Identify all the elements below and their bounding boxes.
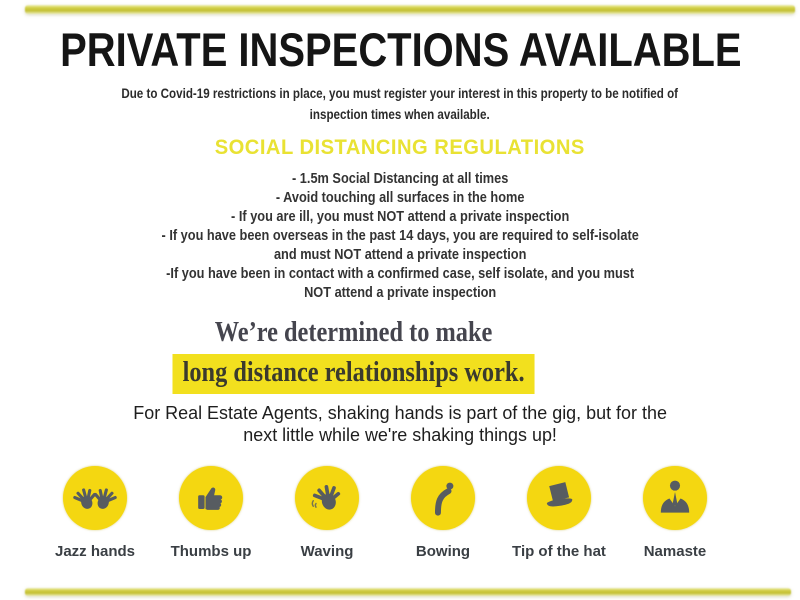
greeting-label: Waving: [300, 543, 354, 560]
greeting-bowing: [388, 466, 498, 560]
subtitle-line: inspection times when available.: [309, 107, 491, 122]
regulation-line: NOT attend a private inspection: [303, 285, 497, 301]
waving-hand-icon: [295, 466, 359, 530]
regulations-list: [0, 170, 800, 303]
quote-line-2-highlighted: long distance relationships work.: [173, 354, 535, 394]
jazz-hands-icon: [63, 466, 127, 530]
thumbs-up-icon: [179, 466, 243, 530]
greeting-label: Namaste: [643, 543, 707, 560]
greeting-thumbs-up: [156, 466, 266, 560]
regulations-heading: SOCIAL DISTANCING REGULATIONS: [214, 136, 586, 159]
greeting-label: Bowing: [415, 543, 471, 560]
top-hat-icon: [527, 466, 591, 530]
greeting-label: Thumbs up: [170, 543, 252, 560]
greeting-label: Tip of the hat: [512, 543, 606, 560]
regulation-line: - 1.5m Social Distancing at all times: [291, 171, 509, 187]
quote-block: [0, 316, 800, 394]
agents-message: [0, 402, 800, 448]
bottom-accent-bar: [25, 588, 791, 596]
regulation-line: - Avoid touching all surfaces in the home: [275, 190, 525, 206]
message-line: next little while we're shaking things up!: [243, 424, 557, 445]
message-line: For Real Estate Agents, shaking hands is part of the gig, but for the: [133, 402, 667, 423]
top-accent-bar: [25, 5, 795, 14]
regulation-line: -If you have been in contact with a confirmed case, self isolate, and you must: [166, 266, 634, 282]
namaste-icon: [643, 466, 707, 530]
greeting-icons-row: [40, 466, 730, 560]
regulation-line: - If you have been overseas in the past 14 days, you are required to self-isolate: [161, 228, 639, 244]
greeting-waving: [272, 466, 382, 560]
greeting-jazz-hands: [40, 466, 150, 560]
greeting-tip-of-the-hat: [504, 466, 614, 560]
greeting-label: Jazz hands: [54, 543, 136, 560]
bowing-icon: [411, 466, 475, 530]
covid-subtitle: [0, 83, 800, 125]
greeting-namaste: [620, 466, 730, 560]
regulation-line: and must NOT attend a private inspection: [273, 247, 527, 263]
page-title: PRIVATE INSPECTIONS AVAILABLE: [60, 23, 742, 76]
regulation-line: - If you are ill, you must NOT attend a private inspection: [230, 209, 570, 225]
subtitle-line: Due to Covid-19 restrictions in place, you must register your interest in this property to be notified of: [121, 86, 679, 101]
quote-line-1: We’re determined to make: [215, 316, 493, 348]
